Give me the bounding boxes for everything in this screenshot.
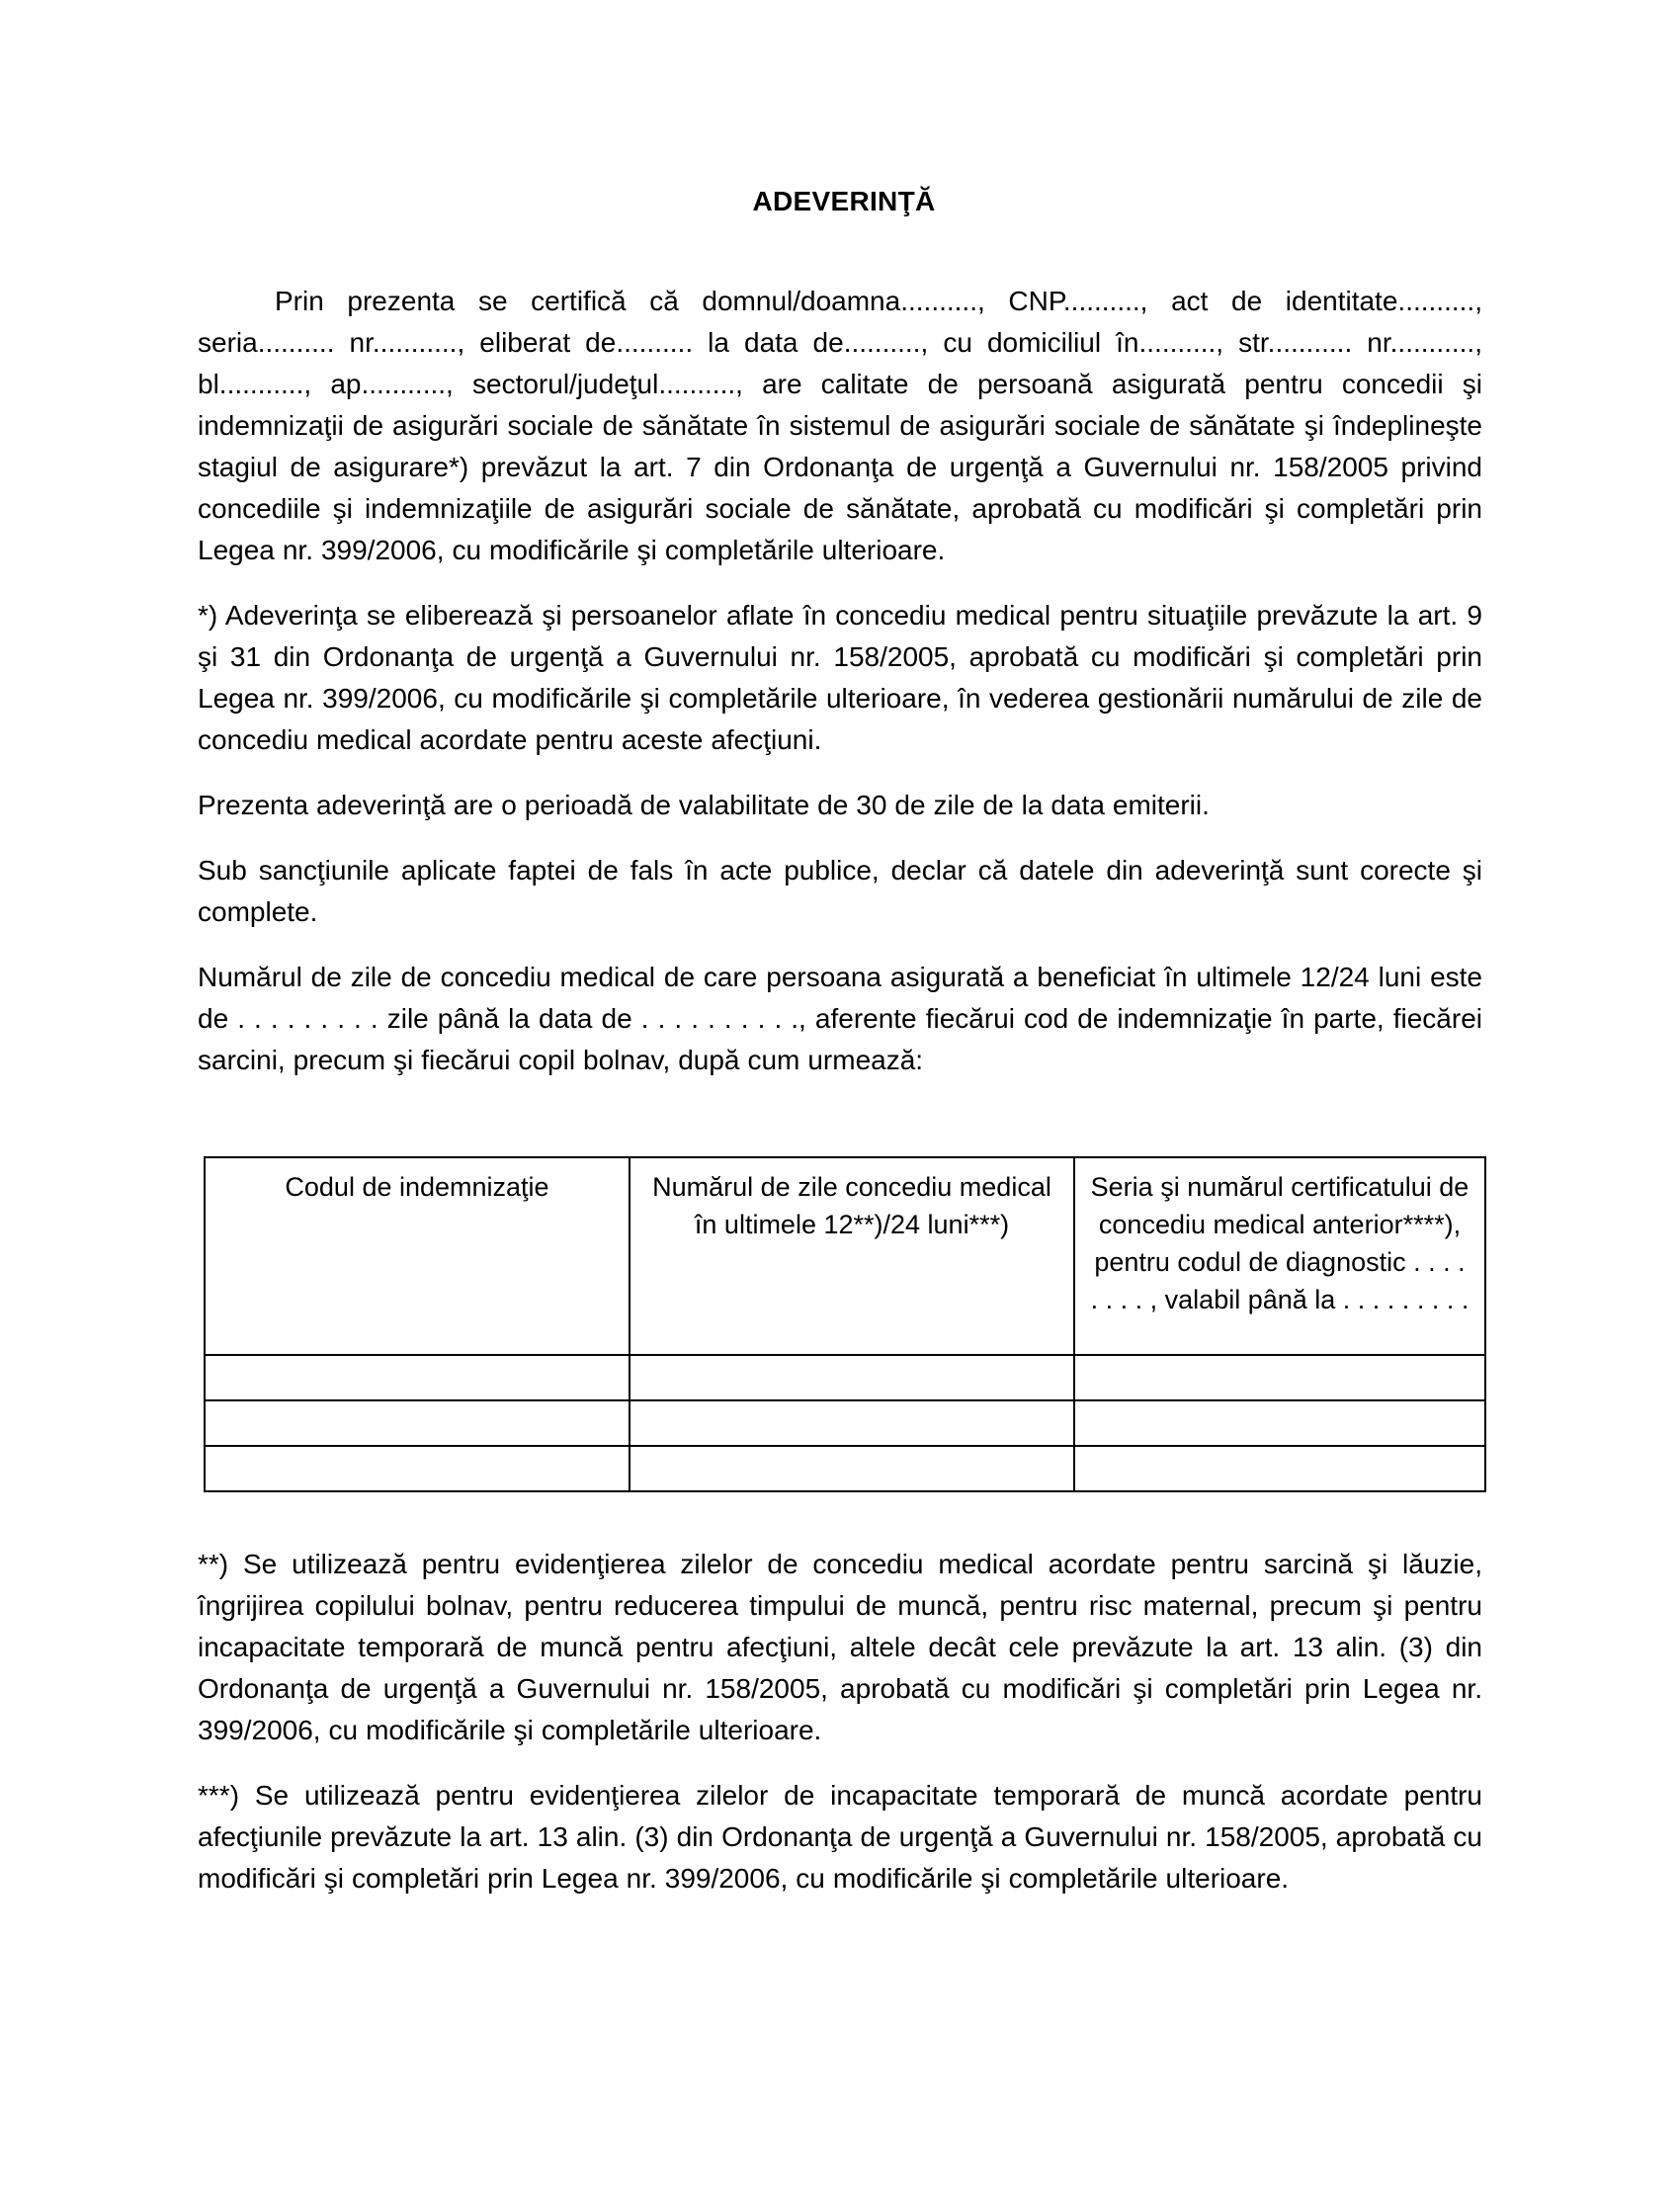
table-cell-days-count[interactable] — [630, 1446, 1074, 1491]
paragraph-footnote-star: *) Adeverinţa se eliberează şi persoanelor aflate în concediu medical pentru situaţiile prevăzute la art. 9 şi 31 din Ordonanţa de urgenţă a Guvernului nr. 158/2005, aprobată cu modificări şi completări prin Legea nr. 399/2006, cu modificările şi completările ulterioare, în vederea gestionării numărului de zile de concediu medical acordate pentru aceste afecţiuni. — [198, 600, 1482, 756]
table-cell-days-count[interactable] — [630, 1400, 1074, 1446]
table-header-cell-indemnity-code: Codul de indemnizaţie — [205, 1157, 630, 1355]
table-row[interactable] — [205, 1355, 1485, 1400]
footnotes-section — [198, 1544, 1482, 1900]
page-bottom-space — [198, 1900, 1482, 2196]
table-cell-certificate-series[interactable] — [1074, 1400, 1485, 1446]
table-header — [205, 1157, 1485, 1355]
table-cell-days-count[interactable] — [630, 1355, 1074, 1400]
table-cell-certificate-series[interactable] — [1074, 1355, 1485, 1400]
footnote-triple-star: ***) Se utilizează pentru evidenţierea zilelor de incapacitate temporară de muncă acordate pentru afecţiunile prevăzute la art. 13 alin. (3) din Ordonanţa de urgenţă a Guvernului nr. 158/2005, aprobată cu modificări şi completări prin Legea nr. 399/2006, cu modificările şi completările ulterioare. — [198, 1780, 1482, 1895]
paragraph-days-summary: Numărul de zile de concediu medical de care persoana asigurată a beneficiat în ultimele 12/24 luni este de . . . . . . . . . zile până la data de . . . . . . . . . ., aferente fiecărui cod de indemnizaţie în parte, fiecărei sarcini, precum şi fiecărui copil bolnav, după cum urmează: — [198, 962, 1482, 1076]
paragraph-intro: Prin prezenta se certifică că domnul/doamna.........., CNP.........., act de identitate.........., seria.......... nr..........., eliberat de.......... la data de.........., cu domiciliul în.........., str........... nr..........., bl..........., ap..........., sectorul/judeţul.........., are calitate de persoană asigurată pentru concedii şi indemnizaţii de asigurări sociale de sănătate în sistemul de asigurări sociale de sănătate şi îndeplineşte stagiul de asigurare*) prevăzut la art. 7 din Ordonanţa de urgenţă a Guvernului nr. 158/2005 privind concediile şi indemnizaţiile de asigurări sociale de sănătate, aprobată cu modificări şi completări prin Legea nr. 399/2006, cu modificările şi completările ulterioare. — [198, 286, 1482, 566]
table-cell-indemnity-code[interactable] — [205, 1400, 630, 1446]
certificate-table-wrapper — [198, 1156, 1482, 1492]
table-header-cell-certificate-series: Seria şi numărul certificatului de concediu medical anterior****), pentru codul de diagnostic . . . . . . . . , valabil până la . . . . . . . . . — [1074, 1157, 1485, 1355]
table-cell-indemnity-code[interactable] — [205, 1355, 630, 1400]
page-title: ADEVERINŢĂ — [752, 186, 936, 216]
table-header-cell-days-count: Numărul de zile concediu medical în ultimele 12**)/24 luni***) — [630, 1157, 1074, 1355]
paragraph-declaration: Sub sancţiunile aplicate faptei de fals în acte publice, declar că datele din adeverinţă sunt corecte şi complete. — [198, 855, 1482, 928]
table-cell-indemnity-code[interactable] — [205, 1446, 630, 1491]
footnote-double-star: **) Se utilizează pentru evidenţierea zilelor de concediu medical acordate pentru sarcină şi lăuzie, îngrijirea copilului bolnav, pentru reducerea timpului de muncă, pentru risc maternal, precum şi pentru incapacitate temporară de muncă pentru afecţiuni, altele decât cele prevăzute la art. 13 alin. (3) din Ordonanţa de urgenţă a Guvernului nr. 158/2005, aprobată cu modificări şi completări prin Legea nr. 399/2006, cu modificările şi completările ulterioare. — [198, 1549, 1482, 1746]
paragraph-validity: Prezenta adeverinţă are o perioadă de valabilitate de 30 de zile de la data emiterii. — [198, 790, 1210, 821]
table-cell-certificate-series[interactable] — [1074, 1446, 1485, 1491]
document-content — [198, 184, 1482, 2196]
table-header-row — [205, 1157, 1485, 1355]
table-row[interactable] — [205, 1446, 1485, 1491]
title-spacer — [198, 219, 1482, 281]
table-body — [205, 1355, 1485, 1491]
certificate-table — [204, 1156, 1486, 1492]
table-row[interactable] — [205, 1400, 1485, 1446]
